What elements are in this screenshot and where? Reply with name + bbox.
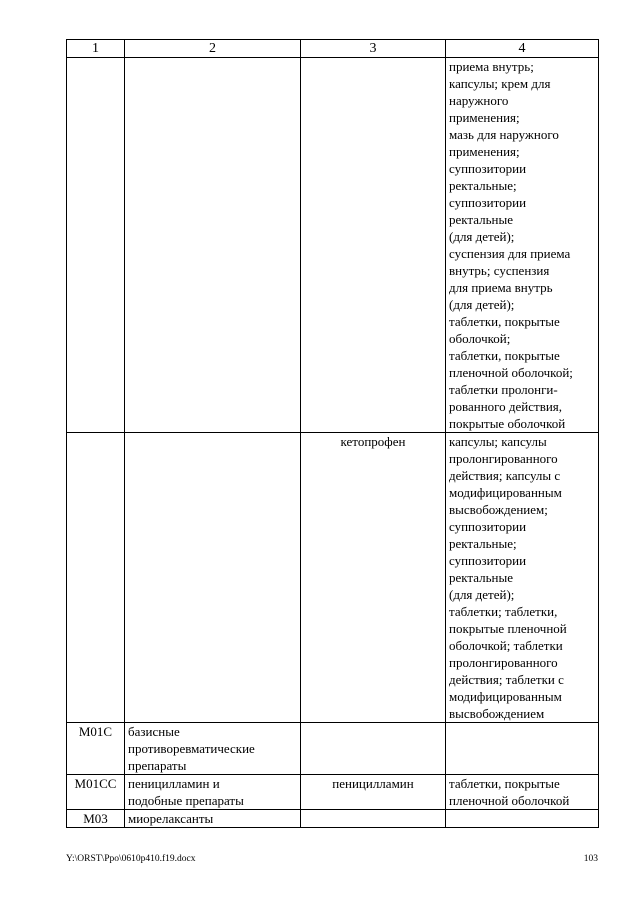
group-cell: миорелаксанты <box>125 810 301 828</box>
dosage-forms-cell: приема внутрь; капсулы; крем для наружного применения; мазь для наружного применения; суппозитории ректальные; суппозитории ректальные (для детей); суспензия для приема внутрь; суспензия для приема внутрь (для детей); таблетки, покрытые оболочкой; таблетки, покрытые пленочной оболочкой; таблетки пролонги- рованного действия, покрытые оболочкой <box>446 58 599 433</box>
drug-table <box>66 39 599 828</box>
header-cell-4: 4 <box>446 40 599 58</box>
header-cell-1: 1 <box>67 40 125 58</box>
dosage-forms-cell: таблетки, покрытые пленочной оболочкой <box>446 775 599 810</box>
table-row <box>67 58 599 433</box>
dosage-forms-cell <box>446 810 599 828</box>
drug-name-cell: кетопрофен <box>301 433 446 723</box>
drug-name-cell <box>301 810 446 828</box>
table-row <box>67 775 599 810</box>
footer-file-path: Y:\ORST\Ppo\0610p410.f19.docx <box>66 854 196 864</box>
page-number: 103 <box>583 854 598 864</box>
atc-code-cell: M01C <box>67 723 125 775</box>
atc-code-cell: M01CC <box>67 775 125 810</box>
dosage-forms-cell: капсулы; капсулы пролонгированного действия; капсулы с модифицированным высвобождением; суппозитории ректальные; суппозитории ректальные (для детей); таблетки; таблетки, покрытые пленочной оболочкой; таблетки пролонгированного действия; таблетки с модифицированным высвобождением <box>446 433 599 723</box>
group-cell: пеницилламин и подобные препараты <box>125 775 301 810</box>
header-row <box>67 40 599 58</box>
table-row <box>67 723 599 775</box>
header-cell-2: 2 <box>125 40 301 58</box>
drug-name-cell: пеницилламин <box>301 775 446 810</box>
atc-code-cell <box>67 433 125 723</box>
group-cell <box>125 433 301 723</box>
drug-name-cell <box>301 58 446 433</box>
group-cell: базисные противоревматические препараты <box>125 723 301 775</box>
atc-code-cell: M03 <box>67 810 125 828</box>
dosage-forms-cell <box>446 723 599 775</box>
header-cell-3: 3 <box>301 40 446 58</box>
table-row <box>67 433 599 723</box>
table-row <box>67 810 599 828</box>
group-cell <box>125 58 301 433</box>
atc-code-cell <box>67 58 125 433</box>
drug-name-cell <box>301 723 446 775</box>
